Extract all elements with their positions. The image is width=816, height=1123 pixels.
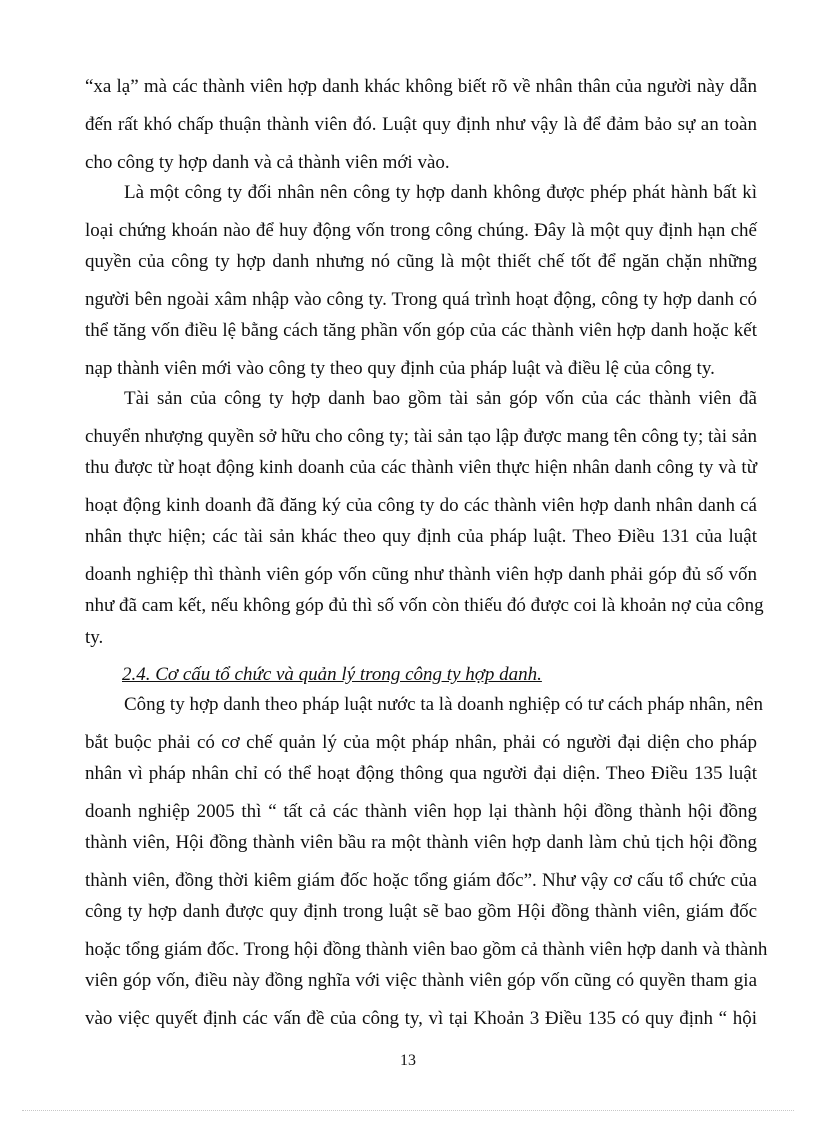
- paragraph-4-line-6: thành viên, đồng thời kiêm giám đốc hoặc tổng giám đốc”. Như vậy cơ cấu tổ chức của: [85, 870, 757, 891]
- paragraph-3-line-4: hoạt động kinh doanh đã đăng ký của công ty do các thành viên hợp danh nhân danh cá: [85, 495, 757, 516]
- paragraph-3-line-7: như đã cam kết, nếu không góp đủ thì số vốn còn thiếu đó được coi là khoản nợ của công: [85, 595, 764, 616]
- paragraph-1-line-3: cho công ty hợp danh và cả thành viên mới vào.: [85, 152, 450, 173]
- paragraph-3-line-1: Tài sản của công ty hợp danh bao gồm tài sản góp vốn của các thành viên đã: [124, 388, 757, 409]
- paragraph-1-line-2: đến rất khó chấp thuận thành viên đó. Luật quy định như vậy là để đảm bảo sự an toàn: [85, 114, 757, 135]
- paragraph-2-line-2: loại chứng khoán nào để huy động vốn trong công chúng. Đây là một quy định hạn chế: [85, 220, 757, 241]
- paragraph-2-line-3: quyền của công ty hợp danh nhưng nó cũng là một thiết chế tốt để ngăn chặn những: [85, 251, 757, 272]
- paragraph-2-line-4: người bên ngoài xâm nhập vào công ty. Trong quá trình hoạt động, công ty hợp danh có: [85, 289, 757, 310]
- paragraph-4-line-8: hoặc tổng giám đốc. Trong hội đồng thành viên bao gồm cả thành viên hợp danh và thành: [85, 939, 768, 960]
- page-number: 13: [400, 1052, 416, 1069]
- section-heading: 2.4. Cơ cấu tổ chức và quản lý trong công ty hợp danh.: [122, 664, 542, 685]
- paragraph-3-line-2: chuyển nhượng quyền sở hữu cho công ty; tài sản tạo lập được mang tên công ty; tài sản: [85, 426, 758, 447]
- paragraph-2-line-6: nạp thành viên mới vào công ty theo quy định của pháp luật và điều lệ của công ty.: [85, 358, 715, 379]
- paragraph-3-line-5: nhân thực hiện; các tài sản khác theo quy định của pháp luật. Theo Điều 131 của luật: [85, 526, 757, 547]
- paragraph-1-line-1: “xa lạ” mà các thành viên hợp danh khác không biết rõ về nhân thân của người này dẫn: [85, 76, 757, 97]
- paragraph-4-line-10: vào việc quyết định các vấn đề của công ty, vì tại Khoản 3 Điều 135 có quy định “ hội: [85, 1008, 757, 1029]
- paragraph-4-line-7: công ty hợp danh được quy định trong luật sẽ bao gồm Hội đồng thành viên, giám đốc: [85, 901, 757, 922]
- paragraph-2-line-5: thể tăng vốn điều lệ bằng cách tăng phần vốn góp của các thành viên hợp danh hoặc kết: [85, 320, 757, 341]
- paragraph-4-line-2: bắt buộc phải có cơ chế quản lý của một pháp nhân, phải có người đại diện cho pháp: [85, 732, 757, 753]
- paragraph-4-line-1: Công ty hợp danh theo pháp luật nước ta là doanh nghiệp có tư cách pháp nhân, nên: [124, 694, 764, 715]
- paragraph-4-line-3: nhân vì pháp nhân chỉ có thể hoạt động thông qua người đại diện. Theo Điều 135 luật: [85, 763, 757, 784]
- paragraph-4-line-4: doanh nghiệp 2005 thì “ tất cả các thành viên họp lại thành hội đồng thành hội đồng: [85, 801, 757, 822]
- paragraph-4-line-9: viên góp vốn, điều này đồng nghĩa với việc thành viên góp vốn cũng có quyền tham gia: [85, 970, 757, 991]
- paragraph-3-line-6: doanh nghiệp thì thành viên góp vốn cũng như thành viên hợp danh phải góp đủ số vốn: [85, 564, 757, 585]
- paragraph-2-line-1: Là một công ty đối nhân nên công ty hợp danh không được phép phát hành bất kì: [124, 182, 757, 203]
- paragraph-4-line-5: thành viên, Hội đồng thành viên bầu ra một thành viên hợp danh làm chủ tịch hội đồng: [85, 832, 757, 853]
- paragraph-3-line-8: ty.: [85, 627, 104, 648]
- paragraph-3-line-3: thu được từ hoạt động kinh doanh của các thành viên thực hiện nhân danh công ty và từ: [85, 457, 757, 478]
- page-bottom-divider: [22, 1110, 794, 1111]
